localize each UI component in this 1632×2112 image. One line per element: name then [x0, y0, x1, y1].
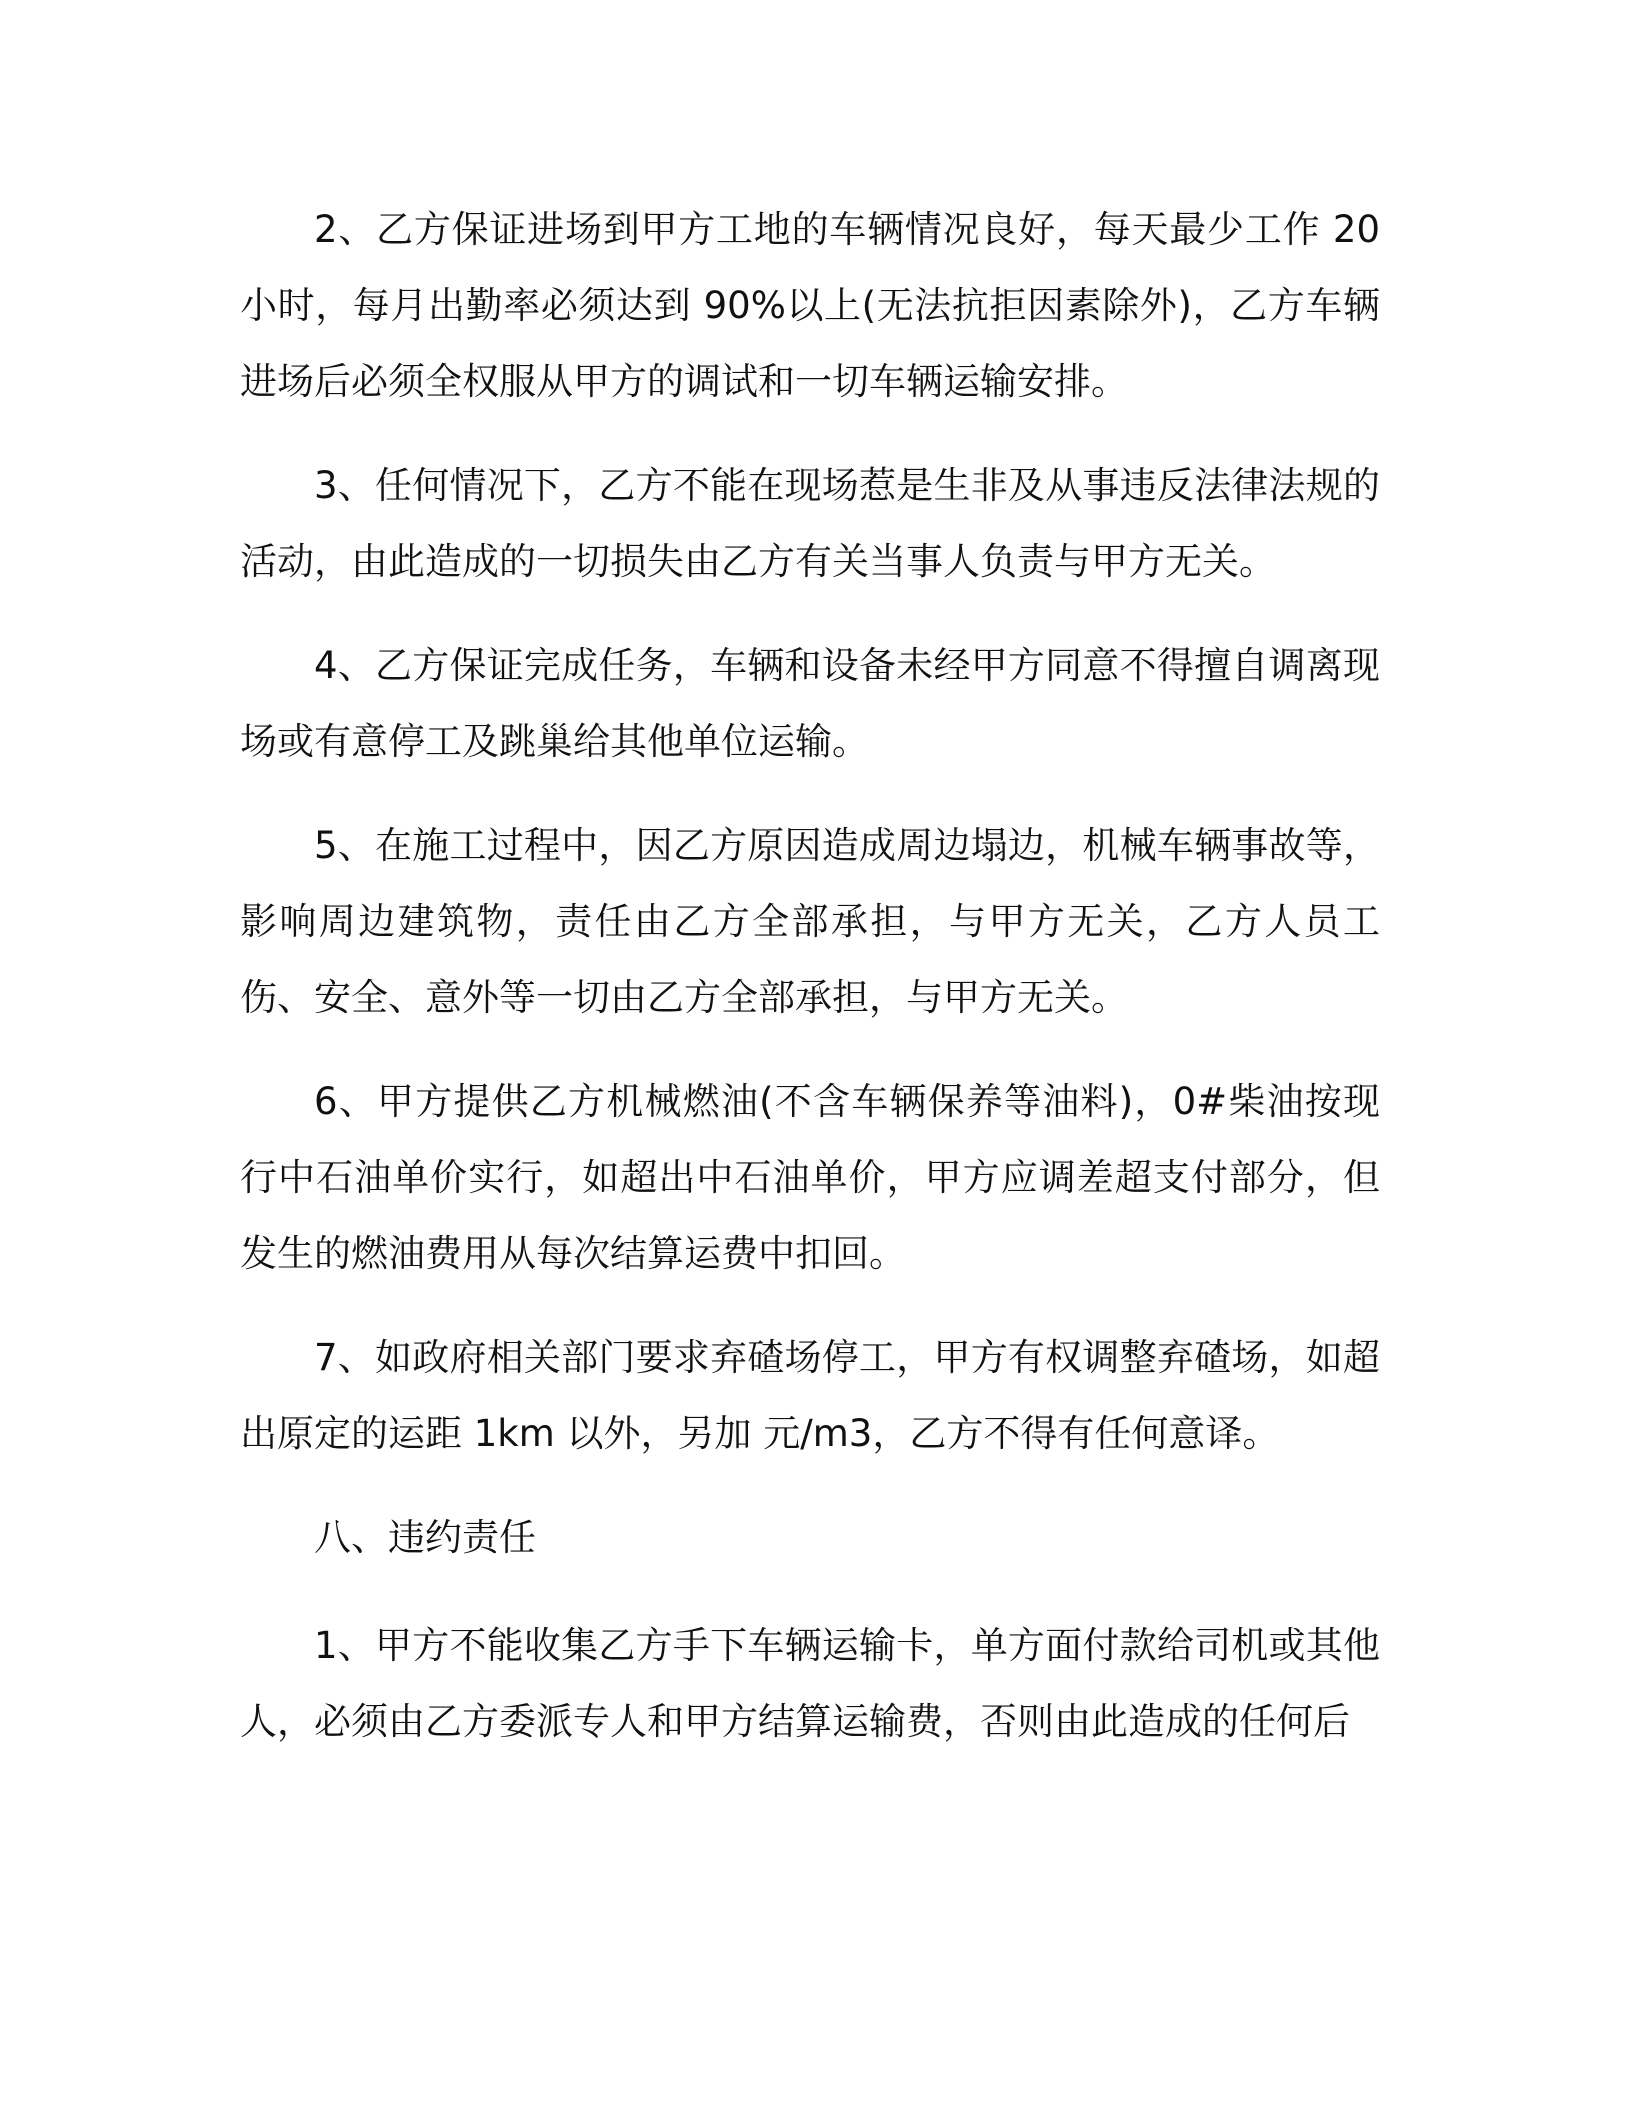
clause-7-paragraph: 7、如政府相关部门要求弃碴场停工，甲方有权调整弃碴场，如超出原定的运距 1km 以外，另加 元/m3，乙方不得有任何意译。: [240, 1336, 1380, 1455]
section-heading-breach: 八、违约责任: [314, 1516, 536, 1559]
clause-5-paragraph: 5、在施工过程中，因乙方原因造成周边塌边，机械车辆事故等，影响周边建筑物，责任由乙方全部承担，与甲方无关，乙方人员工伤、安全、意外等一切由乙方全部承担，与甲方无关。: [240, 824, 1380, 1019]
clause-2-paragraph: 2、乙方保证进场到甲方工地的车辆情况良好，每天最少工作 20 小时，每月出勤率必须达到 90%以上(无法抗拒因素除外)，乙方车辆进场后必须全权服从甲方的调试和一切车辆运输安排。: [240, 208, 1380, 403]
breach-clause-1-paragraph: 1、甲方不能收集乙方手下车辆运输卡，单方面付款给司机或其他人，必须由乙方委派专人和甲方结算运输费，否则由此造成的任何后: [240, 1624, 1380, 1743]
clause-3-paragraph: 3、任何情况下，乙方不能在现场惹是生非及从事违反法律法规的活动，由此造成的一切损失由乙方有关当事人负责与甲方无关。: [240, 464, 1380, 583]
document-body: [240, 192, 1380, 1788]
clause-4-paragraph: 4、乙方保证完成任务，车辆和设备未经甲方同意不得擅自调离现场或有意停工及跳巢给其他单位运输。: [240, 644, 1380, 763]
clause-6-paragraph: 6、甲方提供乙方机械燃油(不含车辆保养等油料)，0#柴油按现行中石油单价实行，如超出中石油单价，甲方应调差超支付部分，但发生的燃油费用从每次结算运费中扣回。: [240, 1080, 1380, 1275]
